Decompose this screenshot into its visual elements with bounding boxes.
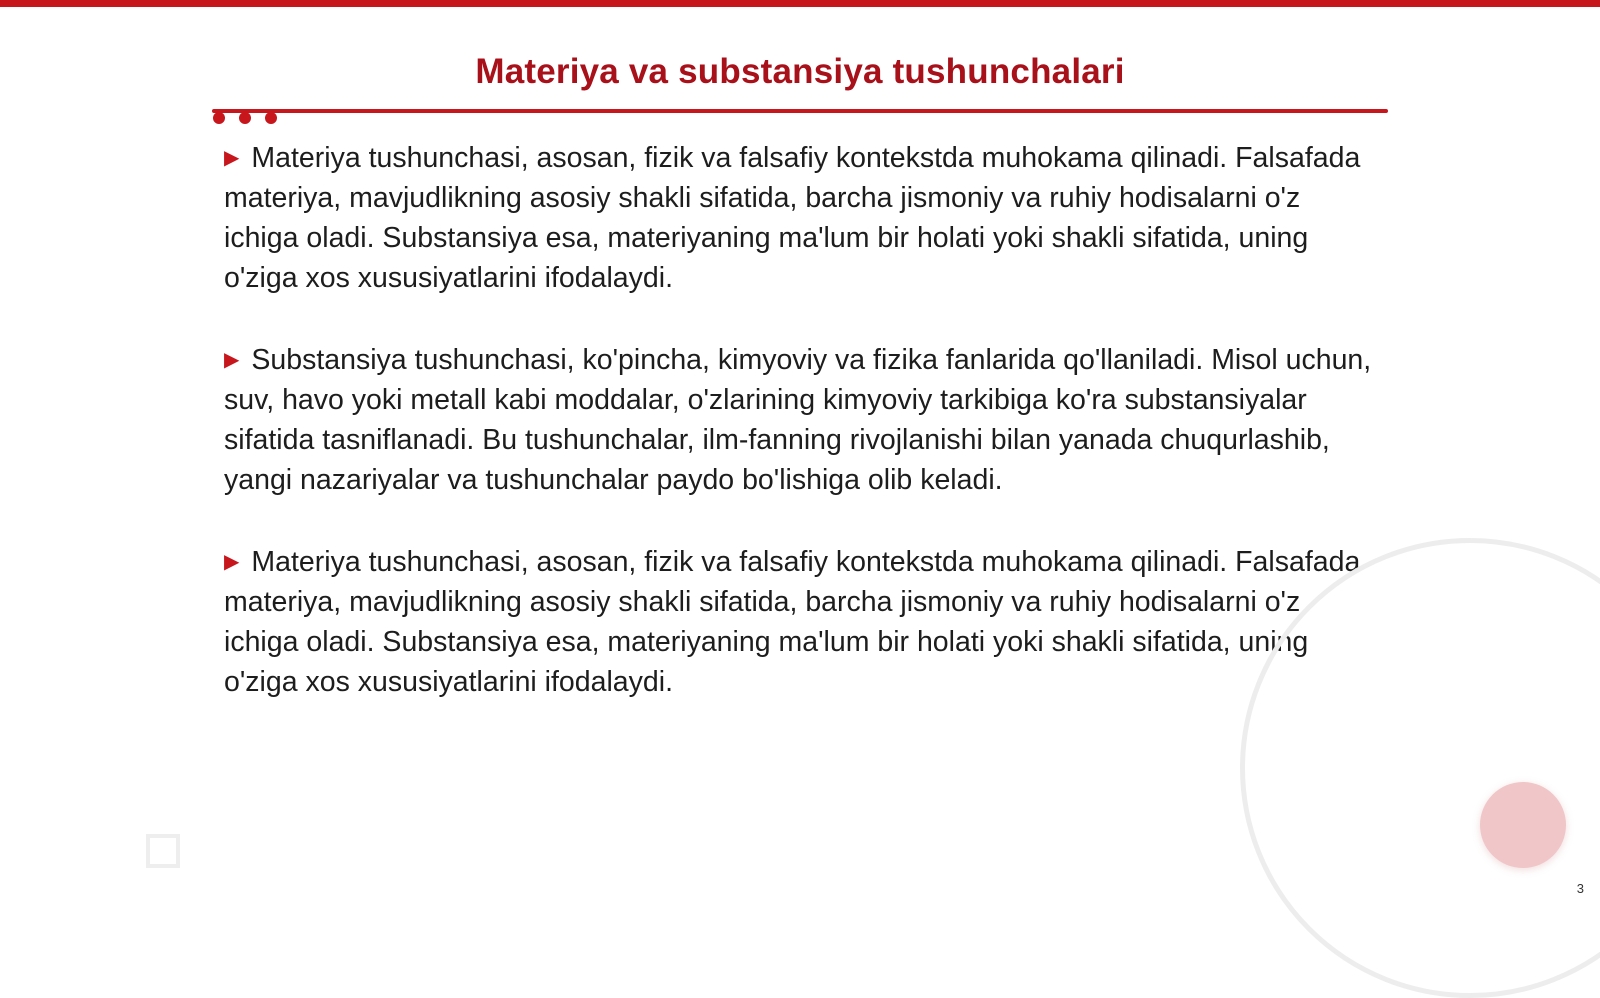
top-accent-bar	[0, 0, 1600, 7]
slide-body	[224, 138, 1374, 744]
decorative-circle	[1480, 782, 1566, 868]
decorative-square	[146, 834, 180, 868]
bullet-item	[224, 138, 1374, 298]
bullet-item	[224, 542, 1374, 702]
bullet-text: Materiya tushunchasi, asosan, fizik va falsafiy kontekstda muhokama qilinadi. Falsafada materiya, mavjudlikning asosiy shakli sifatida, barcha jismoniy va ruhiy hodisalarni o'z ichiga oladi. Substansiya esa, materiyaning ma'lum bir holati yoki shakli sifatida, uning o'ziga xos xususiyatlarini ifodalaydi.	[224, 142, 1361, 294]
triangle-right-icon: ▶	[224, 349, 240, 371]
triangle-right-icon: ▶	[224, 551, 240, 573]
underline-dot-1	[213, 112, 225, 124]
title-underline	[212, 109, 1388, 113]
slide-title: Materiya va substansiya tushunchalari	[475, 52, 1125, 91]
bullet-text: Substansiya tushunchasi, ko'pincha, kimyoviy va fizika fanlarida qo'llaniladi. Misol uchun, suv, havo yoki metall kabi moddalar, o'zlarining kimyoviy tarkibiga ko'ra substansiyalar sifatida tasniflanadi. Bu tushunchalar, ilm-fanning rivojlanishi bilan yanada chuqurlashib, yangi nazariyalar va tushunchalar paydo bo'lishiga olib keladi.	[224, 344, 1372, 496]
bullet-item	[224, 340, 1374, 500]
underline-dot-3	[265, 112, 277, 124]
underline-dot-2	[239, 112, 251, 124]
triangle-right-icon: ▶	[224, 147, 240, 169]
page-number: 3	[1576, 881, 1584, 896]
bullet-text: Materiya tushunchasi, asosan, fizik va falsafiy kontekstda muhokama qilinadi. Falsafada materiya, mavjudlikning asosiy shakli sifatida, barcha jismoniy va ruhiy hodisalarni o'z ichiga oladi. Substansiya esa, materiyaning ma'lum bir holati yoki shakli sifatida, uning o'ziga xos xususiyatlarini ifodalaydi.	[224, 546, 1361, 698]
